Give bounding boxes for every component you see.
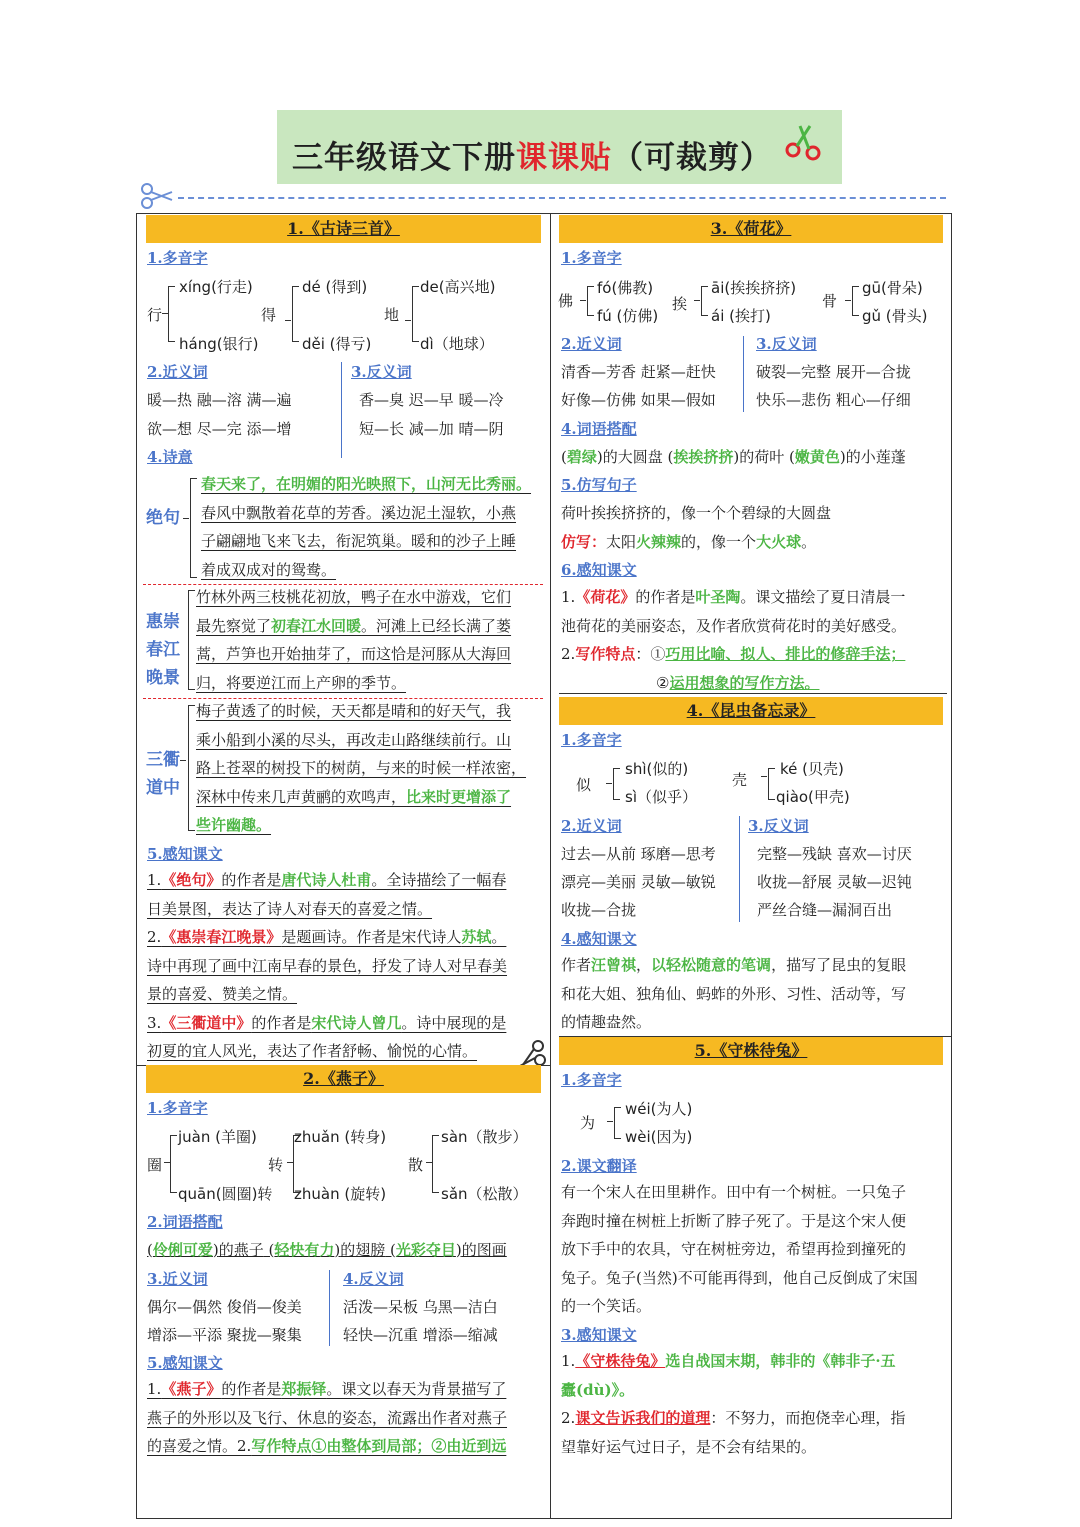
brace [768, 768, 775, 800]
pinyin: quān(圆圈)转 [178, 1185, 273, 1203]
summary: 1.《绝句》的作者是唐代诗人杜甫。全诗描绘了一幅春 日美景图，表达了诗人对春天的喜爱之情。 2.《惠崇春江晚景》是题画诗。作者是宋代诗人苏轼。 诗中再现了画中江南早春的景色，抒发了诗人对早春美 景的喜爱、赞美之情。 3.《三衢道中》的作者是宋代诗人曾几。诗中展现的是 初夏的宜人风光，表达了作者舒畅、愉悦的心情。 [147, 871, 508, 1060]
synonym-row: 收拢—合拢 [561, 901, 637, 919]
lesson-heading: 5.《守株待兔》 [559, 1037, 943, 1065]
section-title: 2.课文翻译 [561, 1157, 637, 1175]
poly-char: 似 [576, 776, 592, 794]
brace [701, 286, 708, 316]
antonym-row: 破裂—完整 展开—合拢 [756, 363, 911, 381]
brace [188, 590, 195, 690]
section-title: 5.感知课文 [147, 845, 223, 863]
pinyin: de(高兴地) [420, 278, 496, 296]
column-rule [743, 336, 744, 412]
brace [852, 286, 859, 316]
section-title: 4.感知课文 [561, 930, 637, 948]
column-rule [739, 816, 740, 922]
brace [587, 286, 594, 316]
section-title: 2.近义词 [561, 817, 622, 835]
section-title: 3.反义词 [748, 817, 809, 835]
synonym-row: 漂亮—美丽 灵敏—敏锐 [561, 873, 716, 891]
pinyin: dì（地球） [420, 335, 494, 353]
brace [606, 783, 612, 784]
poly-char: 骨 [822, 292, 838, 310]
summary: 1.《荷花》的作者是叶圣陶。课文描绘了夏日清晨一 池荷花的美丽姿态，及作者欣赏荷花时的美好感受。 2.写作特点：①巧用比喻、拟人、排比的修辞手法； ②运用想象的写作方法。 [561, 588, 907, 692]
poem-label: 绝句 [146, 508, 180, 528]
pinyin: ái (挨打) [711, 307, 771, 325]
pinyin: zhuàn (旋转) [294, 1185, 387, 1203]
summary: 1.《燕子》的作者是郑振铎。课文以春天为背景描写了 燕子的外形以及飞行、休息的姿态，流露出作者对燕子 的喜爱之情。2.写作特点①由整体到局部；②由近到远 [147, 1380, 508, 1455]
brace [614, 1107, 621, 1139]
summary: 作者汪曾祺，以轻松随意的笔调，描写了昆虫的复眼 和花大姐、独角仙、蚂蚱的外形、习性、活动等，写 的情趣盎然。 [561, 956, 907, 1031]
brace [694, 300, 700, 301]
model-sentence: 荷叶挨挨挤挤的，像一个个碧绿的大圆盘 [561, 504, 832, 522]
section-title: 3.反义词 [756, 335, 817, 353]
lesson-heading: 3.《荷花》 [559, 215, 943, 243]
collocation-row: (碧绿)的大圆盘 (挨挨挤挤)的荷叶 (嫩黄色)的小莲蓬 [561, 448, 906, 466]
poly-char: 壳 [732, 771, 748, 789]
synonym-row: 好像—仿佛 如果—假如 [561, 391, 716, 409]
section-title: 3.感知课文 [561, 1326, 637, 1344]
pinyin: āi(挨挨挤挤) [711, 279, 797, 297]
poem-meaning: 竹林外两三枝桃花初放，鸭子在水中游戏，它们 最先察觉了初春江水回暖。河滩上已经长满了蒌 蒿，芦笋也开始抽芽了，而这恰是河豚从大海回 归，将要逆江而上产卵的季节。 [196, 588, 512, 692]
translation: 有一个宋人在田里耕作。田中有一个树桩。一只兔子 奔跑时撞在树桩上折断了脖子死了。于是这个宋人便 放下手中的农具，守在树桩旁边，希望再捡到撞死的 兔子。兔子(当然)不可能再得到，他自己反倒成了宋国 的一个笑话。 [561, 1183, 918, 1315]
pinyin: qiào(甲壳) [776, 788, 850, 806]
section-title: 2.近义词 [561, 335, 622, 353]
brace [432, 1135, 439, 1193]
poly-char: 行 [147, 306, 163, 324]
brace [845, 300, 851, 301]
brace [405, 320, 411, 321]
column-rule [341, 362, 342, 458]
synonym-row: 偶尔—偶然 俊俏—俊美 [147, 1298, 302, 1316]
section-title: 1.多音字 [561, 731, 622, 749]
pinyin: juàn (羊圈) [178, 1128, 257, 1146]
section-title: 3.反义词 [351, 363, 412, 381]
synonym-row: 增添—平添 聚拢—聚集 [147, 1326, 302, 1344]
brace [190, 478, 197, 578]
pinyin: fó(佛教) [597, 279, 654, 297]
brace [761, 776, 767, 777]
antonym-row: 活泼—呆板 乌黑—洁白 [343, 1298, 498, 1316]
imitation-sentence: 仿写：太阳火辣辣的，像一个大火球。 [561, 533, 817, 551]
antonym-row: 短—长 减—加 晴—阴 [359, 420, 504, 438]
poly-char: 佛 [558, 292, 574, 310]
pinyin: dé (得到) [302, 278, 368, 296]
antonym-row: 轻快—沉重 增添—缩减 [343, 1326, 498, 1344]
poly-char: 得 [261, 306, 277, 324]
section-title: 5.感知课文 [147, 1354, 223, 1372]
antonym-row: 完整—残缺 喜欢—讨厌 [757, 845, 912, 863]
pinyin: zhuǎn (转身) [294, 1128, 387, 1146]
pinyin: wèi(因为) [625, 1128, 693, 1146]
scissors-icon [138, 180, 174, 212]
poly-char: 为 [580, 1114, 596, 1132]
section-title: 1.多音字 [147, 1099, 208, 1117]
brace [613, 768, 620, 800]
section-title: 2.词语搭配 [147, 1213, 223, 1231]
pinyin: fú (仿佛) [597, 307, 659, 325]
column-divider [550, 213, 551, 1519]
synonym-row: 清香—芳香 赶紧—赶快 [561, 363, 716, 381]
poly-char: 地 [384, 306, 400, 324]
pinyin: sàn（散步） [441, 1128, 528, 1146]
section-title: 2.近义词 [147, 363, 208, 381]
brace [162, 313, 168, 314]
poem-meaning: 春天来了，在明媚的阳光映照下，山河无比秀丽。 春风中飘散着花草的芳香。溪边泥土湿软，小燕 子翩翩地飞来飞去，衔泥筑巢。暖和的沙子上睡 着成双成对的鸳鸯。 [201, 475, 532, 579]
brace [426, 1162, 432, 1163]
section-title: 6.感知课文 [561, 561, 637, 579]
brace [287, 1162, 293, 1163]
brace [580, 300, 586, 301]
section-title: 4.诗意 [147, 448, 193, 466]
brace [183, 518, 189, 519]
synonym-row: 过去—从前 琢磨—思考 [561, 845, 716, 863]
poem-meaning: 梅子黄透了的时候，天天都是晴和的好天气，我 乘小船到小溪的尽头，再改走山路继续前行。山 路上苍翠的树投下的树荫，与来的时候一样浓密， 深林中传来几声黄鹂的欢鸣声，比来时更增添了 些许幽趣。 [196, 702, 527, 834]
brace [292, 286, 299, 342]
antonym-row: 严丝合缝—漏洞百出 [757, 901, 893, 919]
antonym-row: 收拢—舒展 灵敏—迟钝 [757, 873, 912, 891]
brace [164, 1162, 170, 1163]
pinyin: sǎn（松散） [441, 1185, 528, 1203]
section-title: 4.反义词 [343, 1270, 404, 1288]
synonym-row: 欲—想 尽—完 添—增 [147, 420, 292, 438]
poem-label: 三衢道中 [146, 750, 180, 798]
lesson-heading: 2.《燕子》 [146, 1065, 541, 1093]
pinyin: gū(骨朵) [862, 279, 923, 297]
brace [412, 286, 419, 342]
synonym-row: 暖—热 融—溶 满—遍 [147, 391, 292, 409]
brace [285, 320, 291, 321]
brace [170, 1135, 177, 1193]
section-title: 1.多音字 [147, 249, 208, 267]
pinyin: xíng(行走) [179, 278, 253, 296]
column-rule [329, 1270, 330, 1346]
antonym-row: 香—臭 迟—早 暖—冷 [359, 391, 504, 409]
section-title: 1.多音字 [561, 1071, 622, 1089]
lesson-heading: 1.《古诗三首》 [146, 215, 541, 243]
pinyin: wéi(为人) [625, 1100, 693, 1118]
antonym-row: 快乐—悲伤 粗心—仔细 [756, 391, 911, 409]
poem-label: 惠崇春江晚景 [146, 612, 180, 688]
section-title: 5.仿写句子 [561, 476, 637, 494]
pinyin: sì（似乎） [625, 788, 697, 806]
poly-char: 散 [408, 1156, 424, 1174]
poly-char: 转 [268, 1156, 284, 1174]
pinyin: shì(似的) [625, 760, 689, 778]
page-title: 三年级语文下册课课贴（可裁剪） [292, 140, 772, 176]
section-title: 1.多音字 [561, 249, 622, 267]
section-title: 4.词语搭配 [561, 420, 637, 438]
brace [180, 760, 186, 761]
lesson-heading: 4.《昆虫备忘录》 [559, 697, 943, 725]
brace [607, 1121, 613, 1122]
pinyin: ké (贝壳) [780, 760, 844, 778]
pinyin: děi (得亏) [302, 335, 372, 353]
poly-char: 挨 [672, 295, 688, 313]
scissors-icon [782, 120, 826, 164]
brace [188, 705, 195, 831]
pinyin: gǔ (骨头) [862, 307, 928, 325]
poly-char: 圈 [147, 1156, 163, 1174]
section-title: 3.近义词 [147, 1270, 208, 1288]
summary: 1.《守株待兔》选自战国末期，韩非的《韩非子·五 蠹(dù)》。 2.课文告诉我们的道理：不努力，而抱侥幸心理，指 望靠好运气过日子，是不会有结果的。 [561, 1352, 906, 1456]
pinyin: háng(银行) [179, 335, 259, 353]
cut-line [178, 197, 946, 199]
collocation-row: (伶俐可爱)的燕子 (轻快有力)的翅膀 (光彩夺目)的图画 [147, 1241, 507, 1259]
brace [168, 286, 175, 342]
